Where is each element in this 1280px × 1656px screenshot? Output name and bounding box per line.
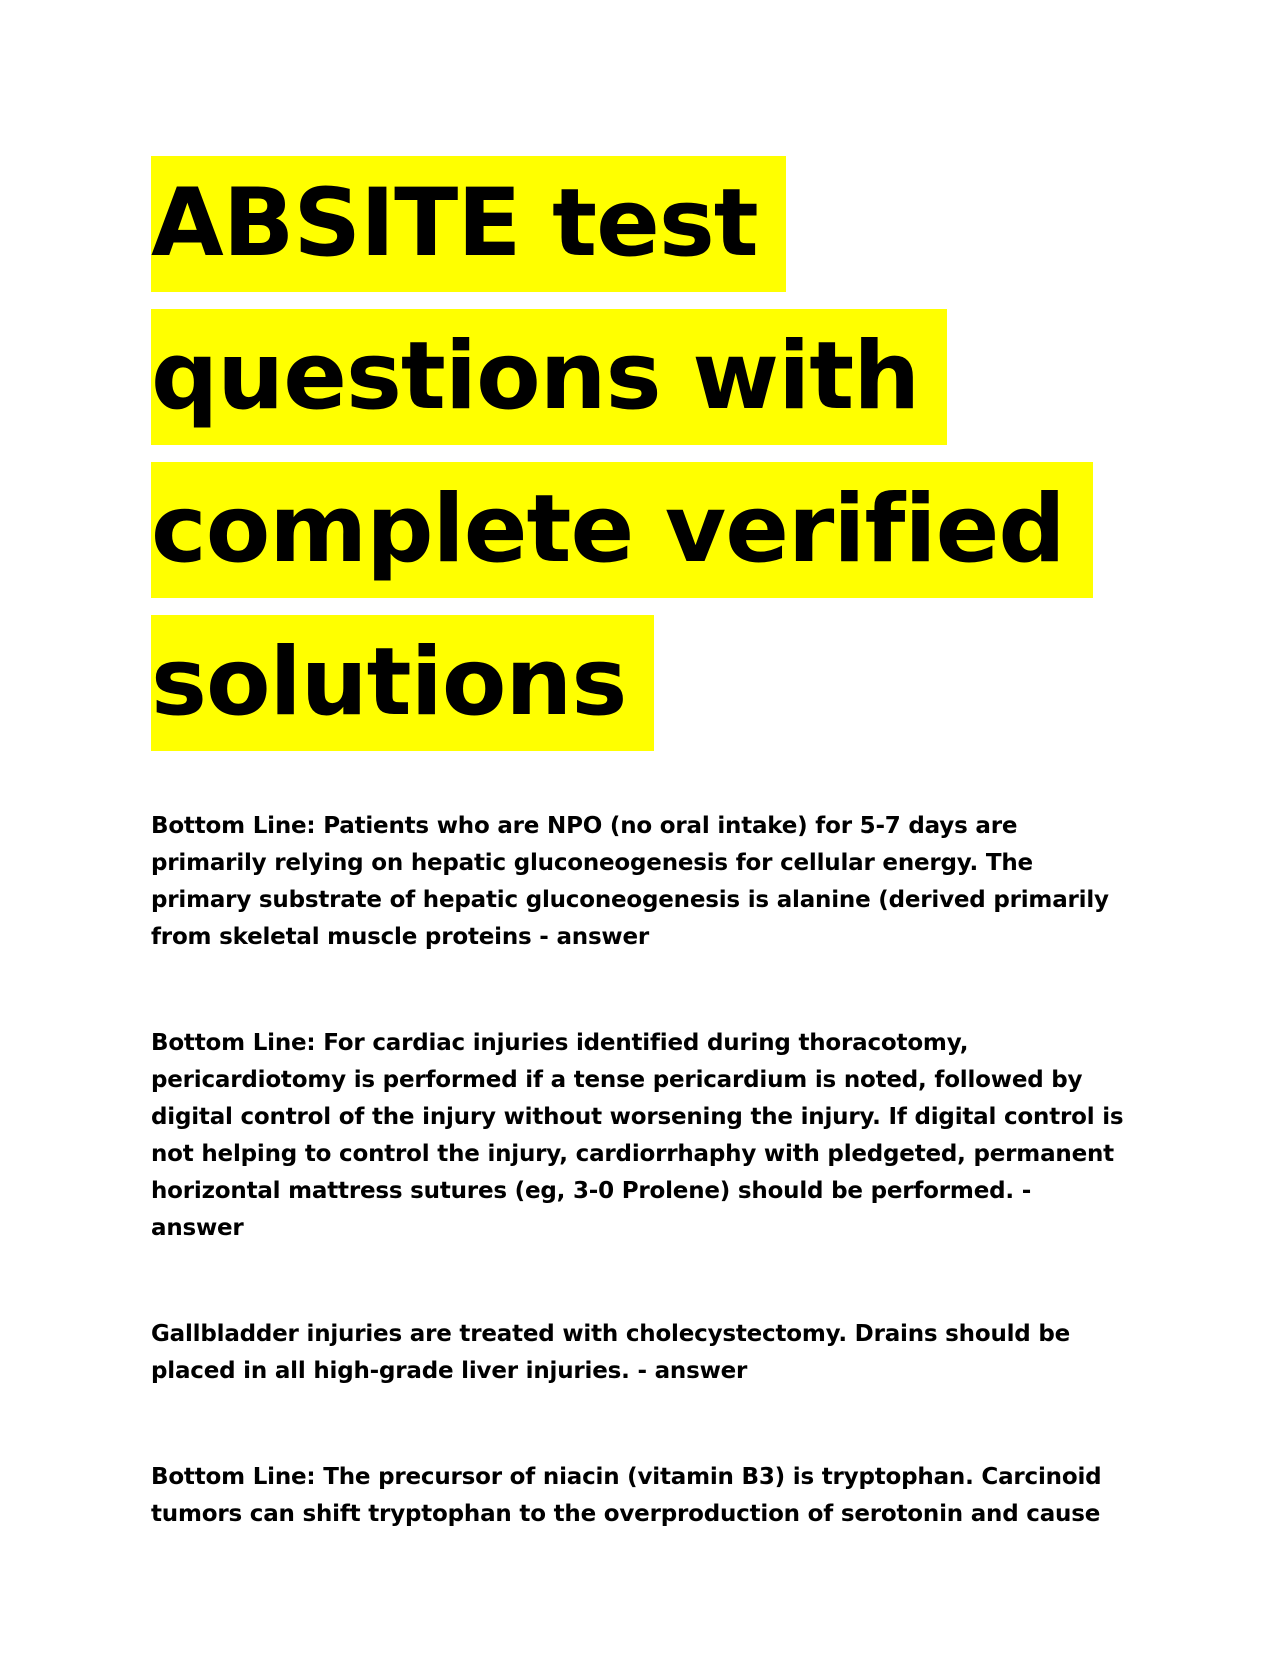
qa-entries (151, 808, 1131, 1533)
qa-entry: Bottom Line: Patients who are NPO (no oral intake) for 5-7 days are primarily relying on hepatic gluconeogenesis for cellular energy. The primary substrate of hepatic gluconeogenesis is alanine (derived primarily from skeletal muscle proteins - answer (151, 813, 1109, 950)
qa-entry: Bottom Line: For cardiac injuries identified during thoracotomy, pericardiotomy is performed if a tense pericardium is noted, followed by digital control of the injury without worsening the injury. If digital control is not helping to control the injury, cardiorrhaphy with pledgeted, permanent horizontal mattress sutures (eg, 3-0 Prolene) should be performed. - answer (151, 1030, 1124, 1241)
document-title (151, 150, 1151, 762)
title-line: solutions (151, 615, 654, 751)
title-line: complete verified (151, 462, 1093, 598)
title-line: questions with (151, 309, 947, 445)
title-line: ABSITE test (151, 156, 786, 292)
qa-entry: Gallbladder injuries are treated with cholecystectomy. Drains should be placed in all high-grade liver injuries. - answer (151, 1321, 1071, 1384)
qa-entry: Bottom Line: The precursor of niacin (vitamin B3) is tryptophan. Carcinoid tumors can shift tryptophan to the overproduction of serotonin and cause (151, 1464, 1102, 1527)
